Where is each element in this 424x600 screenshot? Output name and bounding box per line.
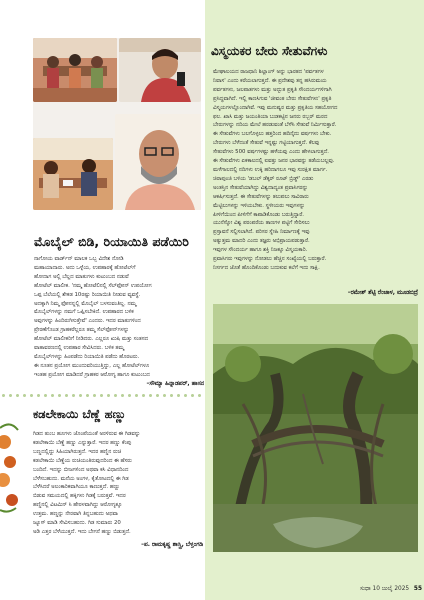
text-line: ಫಲ. ಖಾಸಿ ಮತ್ತು ಜಯಂತಿಯಾ ಬುಡಕಟ್ಟಿನ ಜನರು ರಬ್ಬರ್ ಮರದ (213, 113, 328, 120)
article-headline: ವಿಸ್ಮಯಕರ ಬೇರು ಸೇತುವೆಗಳು (211, 44, 328, 58)
text-line: ಅಡಿ ಎತ್ತರ ಬೆಳೆಯುತ್ತದೆ. ಇದು ಬೇಗನೆ ಹಣ್ಣು ಬಿಡುತ್ತದೆ. (33, 528, 131, 535)
text-line: ಪರ್ವತಗಳು, ಜಲಪಾತಗಳು ಮತ್ತು ಅದ್ಭುತ ಪ್ರಕೃತಿ ಸೌಂದರ್ಯಗಳಿಗಾಗಿ (213, 86, 332, 93)
text-line: ಪ್ರವಾಸಿಗರು ಇವುಗಳನ್ನು ನೋಡಲು ಹೆಚ್ಚಿನ ಸಂಖ್ಯೆಯಲ್ಲಿ ಬರುತ್ತಾರೆ. (213, 256, 327, 263)
text-line: ಅಂತಸ್ತಿನ ಸೇತುವೆಯಾಗಿದ್ದು ವಿಶ್ವದಾದ್ಯಂತ ಪ್ರವಾಸಿಗರನ್ನು (213, 184, 308, 191)
text-line: ಜ್ಯೂಸ್ ಮಾಡಿ ಸೇವಿಸಬಹುದು. ಗಿಡ ಸುಮಾರು 20 (33, 520, 121, 527)
text-line: ಆಕರ್ಷಿಸುತ್ತದೆ. ಈ ಸೇತುವೆಗಳನ್ನು ತಲುಪಲು ಸಾವಿರಾರು (213, 193, 309, 200)
article-body (213, 68, 418, 273)
text-line: ಕಡಲೇಕಾಯಿ ಬೆಣ್ಣೆಯ ರುಚಿಯಂತಿರುವುದರಿಂದ ಈ ಹೆಸರು (33, 457, 132, 464)
text-line: ಇಂತಹ ಪ್ರಯೋಗ ಮಾಡಿದರೆ ಗ್ರಾಹಕರ ಆರೋಗ್ಯ ಹಾಗೂ ಕುಟುಂಬದ (34, 371, 150, 378)
article-headline: ಮೊಬೈಲ್ ಬಿಡಿ, ರಿಯಾಯಿತಿ ಪಡೆಯಿರಿ (34, 234, 189, 249)
text-line: ಗಿಡದ ತುಂಬ ಹೂಗಳು ಜೊಂಪೆಯಂತೆ ಅರಳಿರುವ ಈ ಗಿಡವನ್ನು (33, 431, 141, 437)
article-headline: ಕಡಲೇಕಾಯಿ ಬೆಣ್ಣೆ ಹಣ್ಣು (33, 407, 127, 421)
text-line: ನಿಸರ್ಗದ ಜೊತೆ ಹೊಂದಿಕೊಂಡು ಬದುಕುವ ಕಲೆಗೆ ಇದು ಸಾಕ್ಷಿ. (213, 264, 320, 271)
article-byline: –ಪ. ರಾಮಕೃಷ್ಣ ಶಾಸ್ತ್ರಿ, ಬೆಳ್ತಂಗಡಿ (141, 542, 203, 548)
text-line: ನಾಗೋಯ ವಾರ್ಡ್‌ನ್ ಮಾಲಕ ಒಬ್ಬ ವಿದೇಶ ನೋಡಿ (34, 256, 124, 262)
text-line: ಮೊಬೈಲ್‌ಗಳನ್ನು ಹಿಂಪಡೆದು ರಿಯಾಯಿತಿ ಪಡೆದು ಹೊರಟರು. (34, 353, 140, 360)
text-line: ಯುನೆಸ್ಕೋ ವಿಶ್ವ ಪರಂಪರೆಯ ತಾಣಗಳ ಪಟ್ಟಿಗೆ ಸೇರಿಸಲು (213, 220, 310, 227)
text-line: ಮೇಘಾಲಯದ ರಾಜಧಾನಿ ಶಿಲ್ಲಾಂಗ್ ಅನ್ನು ಭಾರತದ 'ಪರ್ವತಗಳ (213, 69, 324, 75)
page-footer (318, 586, 422, 593)
article-byline: –ಸೌಮ್ಯಾ ಹಿನ್ನಾಡಪರ್, ಹಾಸನ (146, 381, 204, 387)
text-line: ಪ್ರಸಿದ್ಧವಾಗಿದೆ. ಇಲ್ಲಿ ಕಾಣಸಿಗುವ 'ಜೀವಂತ ಬೇರು ಸೇತುವೆಗಳು' ಪ್ರಕೃತಿ (213, 95, 332, 102)
article-body (33, 430, 203, 537)
text-line: ಪ್ರೇರಣೆಗೊಂಡ ಗ್ರಾಹಕರೆಲ್ಲರೂ ತಮ್ಮ ಸೆಲ್‌ಫೋನ್‌ಗಳನ್ನು (34, 327, 129, 334)
restaurant-photo (33, 38, 117, 102)
text-line: ಬೇರುಗಳು ಬೆಳೆದಂತೆ ಸೇತುವೆ ಇನ್ನಷ್ಟು ಗಟ್ಟಿಯಾಗುತ್ತದೆ. ಕೆಲವು (213, 140, 320, 147)
text-line: ಮೊಬೈಲ್‌ಗಳನ್ನು ನಮಗೆ ಒಪ್ಪಿಸಬೇಕಿದೆ. ಉಪಹಾರದ ಬಳಿಕ (34, 309, 134, 316)
root-bridge-photo (213, 304, 418, 552)
man-phone-photo (119, 38, 201, 102)
text-line: ಈ ಸೇತುವೆಗಳು ಏಕಕಾಲದಲ್ಲಿ ಐವತ್ತು ಜನರ ಭಾರವನ್ನು ತಡೆಯಬಲ್ಲವು. (213, 158, 335, 165)
text-line: ವಾತಾವರಣದಲ್ಲಿ ಉಪಹಾರ ಸೇವಿಸಿದರು. ಬಳಿಕ ತಮ್ಮ (34, 345, 125, 352)
article-body (34, 255, 204, 380)
page-number: 55 (413, 586, 422, 592)
text-line: ಕಡಲೇಕಾಯಿ ಬೆಣ್ಣೆ ಹಣ್ಣು ಎನ್ನುತ್ತಾರೆ. ಇದರ ಹಣ್ಣು ಕೆಂಪು (33, 439, 132, 446)
section-divider (0, 392, 205, 400)
text-line: ಮಳೆಗಾಲದಲ್ಲಿ ನದಿಗಳು ಉಕ್ಕಿ ಹರಿದಾಗಲೂ ಇವು ಸುರಕ್ಷಿತ ಮಾರ್ಗ. (213, 166, 328, 173)
text-line: ಒಪ್ಪ ಬೆಲೆಯಲ್ಲಿ ಶೇಕಡ 10ರಷ್ಟು ರಿಯಾಯಿತಿ ನೀಡುವ ವ್ಯವಸ್ಥೆ. (34, 291, 141, 298)
text-line: ನಿವಾಸ' ಎಂದು ಕರೆಯಲಾಗುತ್ತದೆ. ಈ ಪ್ರದೇಶವು ತನ್ನ ಹಸಿರುಮಯ (213, 77, 327, 84)
text-line: ಉತ್ತಮ. ಹಣ್ಣನ್ನು ನೇರವಾಗಿ ತಿನ್ನಬಹುದು ಅಥವಾ (33, 511, 118, 518)
bald-man-photo (115, 114, 201, 210)
text-line: ಇವುಗಳ ಸೌಂದರ್ಯ ಹಾಗೂ ಶಕ್ತಿ ನಿಜಕ್ಕೂ ವಿಸ್ಮಯಕಾರಿ. (213, 247, 308, 254)
text-line: ಈ ನೂತನ ಪ್ರಯೋಗ ಮುಂದುವರಿಯುತ್ತಿದ್ದು, ಎಲ್ಲ ಹೋಟೆಲ್‌ಗಳೂ (34, 362, 150, 369)
text-line: ಅವುಗಳನ್ನು ಹಿಂದಿರುಗಿಸುತ್ತೇವೆ' ಎಂದರು. ಇದರ ಮಾತುಗಳಿಂದ (34, 318, 141, 325)
issue-label: ಸುಧಾ 10 ಜುಲೈ 2025 (360, 586, 410, 592)
photo-collage (33, 38, 201, 210)
text-line: ಅದಕ್ಕಾಗಿ ನಿಮ್ಮ ಫೋನನ್ನಲ್ಲಿ ಮೊಬೈಲ್ ಬಳಸುವಂತಿಲ್ಲ. ನಮ್ಮ (34, 300, 137, 307)
text-line: ಅತ್ಯುತ್ತಮ ಮಾದರಿ ಎಂದು ತಜ್ಞರು ಅಭಿಪ್ರಾಯಪಡುತ್ತಾರೆ. (213, 238, 310, 245)
text-line: ಈ ಸೇತುವೆಗಳು ಬಲಗೊಳ್ಳಲು ಹತ್ತರಿಂದ ಹದಿನೈದು ವರ್ಷಗಳು ಬೇಕು. (213, 131, 332, 138)
text-line: ಚಿರಾಪುಂಜಿ ಬಳಿಯ 'ಡಬಲ್ ಡೆಕ್ಕರ್ ರೂಟ್ ಬ್ರಿಡ್ಜ್' ಎರಡು (213, 175, 314, 182)
text-line: ಬಿಡುವ ಸಮಯದಲ್ಲಿ ಹಕ್ಕಿಗಳು ಗಿಡಕ್ಕೆ ಬರುತ್ತವೆ. ಇದರ (33, 493, 126, 500)
text-line: ಬೆಳೆಸಬಹುದು. ಮನೆಯ ಅಂಗಳ, ಕೈತೋಟದಲ್ಲಿ ಈ ಗಿಡ (33, 475, 129, 482)
text-line: ಹೋದಾಗ ಅಲ್ಲಿ ಬೆಲ್ಲದ ಮಾತುಗಳು ಕುಟುಂಬದ ನಡುವೆ (34, 273, 129, 280)
text-line: ಬೆಳೆಸಿದರೆ ಅಲಂಕಾರಿಕವಾಗಿಯೂ ಕಾಣುತ್ತದೆ. ಹಣ್ಣು (33, 484, 120, 491)
text-line: ಬೇರುಗಳನ್ನು ನದಿಯ ಮೇಲೆ ಹರಡುವಂತೆ ಬೆಳೆಸಿ ಸೇತುವೆ ನಿರ್ಮಿಸುತ್ತಾರೆ. (213, 122, 337, 129)
text-line: ಬಣ್ಣದಲ್ಲಿದ್ದು ಸಿಹಿಯಾಗಿರುತ್ತದೆ. ಇದರ ಹಣ್ಣಿನ ರುಚಿ (33, 448, 122, 455)
text-line: ಹಣ್ಣಿನಲ್ಲಿ ವಿಟಮಿನ್ ಸಿ ಹೇರಳವಾಗಿದ್ದು ಆರೋಗ್ಯಕ್ಕೂ (33, 502, 122, 509)
text-line: ಮೆಟ್ಟಿಲುಗಳನ್ನು ಇಳಿಯಬೇಕು. ಸ್ಥಳೀಯರು ಇವುಗಳನ್ನು (213, 202, 305, 209)
text-line: ವಿಸ್ಮಯಗಳಲ್ಲೊಂದಾಗಿವೆ. ಇವು ಮನುಷ್ಯರ ಮತ್ತು ಪ್ರಕೃತಿಯ ಸಹಯೋಗದ (213, 104, 338, 111)
article-byline: –ರಮೇಶ್ ಶೆಟ್ಟಿ ರೆಂಜಾಳ, ಮೂಡಬಿದ್ರೆ (347, 290, 418, 296)
text-line: ಬಂದಿದೆ. ಇದನ್ನು ಬೀಜಗಳಿಂದ ಅಥವಾ ಕಸಿ ವಿಧಾನದಿಂದ (33, 466, 129, 473)
text-line: ಹೋಟೆಲ್ ಮಾಲೀಕರಿಗೆ ನೀಡಿದರು. ಎಲ್ಲರೂ ಖುಷಿ ಮತ್ತು ಸಂತಸದ (34, 336, 149, 343)
family-dining-photo (33, 138, 113, 210)
text-line: ಸೇತುವೆಗಳು 500 ವರ್ಷಗಳಷ್ಟು ಹಳೆಯವು ಎಂದು ಹೇಳಲಾಗುತ್ತದೆ. (213, 149, 329, 156)
text-line: ಮಹಾಯಾದಾರು. ಅದು ಒಳ್ಳೆಯ, ಉಪಹಾರಕ್ಕೆ ಹೋಟೆಲ್‌ಗೆ (34, 264, 136, 271)
text-line: ಪೀಳಿಗೆಯಿಂದ ಪೀಳಿಗೆಗೆ ಕಾಪಾಡಿಕೊಂಡು ಬರುತ್ತಿದ್ದಾರೆ. (213, 211, 304, 218)
fruit-photo-edge (0, 414, 20, 520)
text-line: ಪ್ರಸ್ತಾವನೆ ಸಲ್ಲಿಸಲಾಗಿದೆ. ಪರಿಸರ ಸ್ನೇಹಿ ನಿರ್ಮಾಣಕ್ಕೆ ಇವು (213, 229, 310, 236)
text-line: ಹೋಟೆಲ್ ಮಾಲೀಕ. 'ನಮ್ಮ ಹೋಟೆಲಿನಲ್ಲಿ ಸೆಲ್‌ಫೋನ್ ಉಪಯೋಗ (34, 282, 152, 289)
